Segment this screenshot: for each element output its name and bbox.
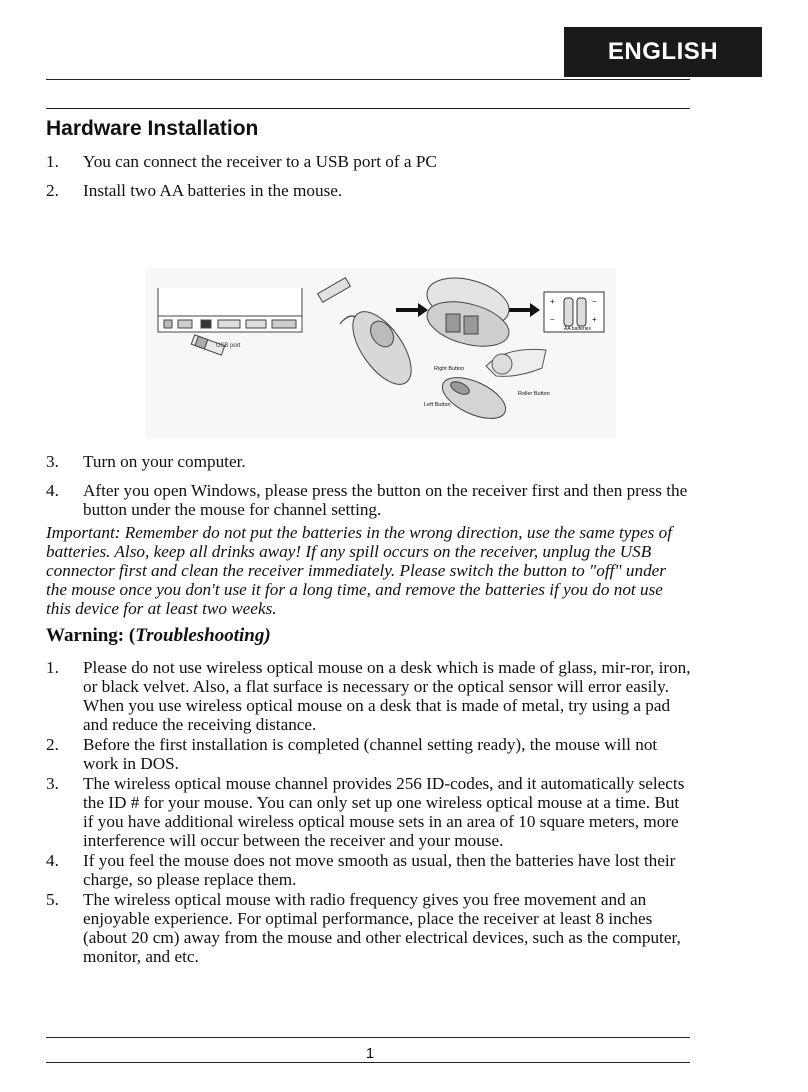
list-item: 4. If you feel the mouse does not move smooth as usual, then the batteries have lost their charge, so please replace them.: [46, 851, 676, 889]
roller-button-label: Roller Button: [518, 391, 550, 397]
list-item: 3. The wireless optical mouse channel provides 256 ID-codes, and it automatically selects the ID # for your mouse. You can only set up one wireless optical mouse at a time. But if you have additional wireless optical mouse sets in an area of 10 square meters, more interference will occur between the receiver and your mouse.: [46, 774, 685, 850]
warnings-list: [46, 658, 691, 966]
plus-sign: +: [592, 315, 597, 324]
list-item: 4. After you open Windows, please press the button on the receiver first and then press the button under the mouse for channel setting.: [46, 481, 688, 519]
installation-illustration: [146, 268, 616, 438]
plus-sign: +: [550, 297, 555, 306]
list-item: 5. The wireless optical mouse with radio frequency gives you free movement and an enjoyable experience. For optimal performance, place the receiver at least 8 inches (about 20 cm) away from the mouse and other electrical devices, such as the computer, monitor, and etc.: [46, 890, 681, 966]
top-rule-2: [46, 108, 690, 109]
language-badge: ENGLISH: [564, 27, 762, 77]
minus-sign: −: [550, 315, 555, 324]
list-item: 1. You can connect the receiver to a USB port of a PC: [46, 152, 437, 171]
steps-bottom-list: [46, 452, 691, 519]
list-item: 2. Before the first installation is completed (channel setting ready), the mouse will not work in DOS.: [46, 735, 658, 773]
list-item: 2. Install two AA batteries in the mouse.: [46, 181, 343, 200]
footer-rule-1: [46, 1037, 690, 1038]
list-item: 3. Turn on your computer.: [46, 452, 246, 471]
laptop-icon: [158, 288, 302, 332]
page-number: 1: [365, 1045, 375, 1062]
left-button-label: Left Button: [424, 402, 451, 408]
minus-sign: −: [592, 297, 597, 306]
usb-port-label: USB port: [216, 343, 241, 349]
steps-top-list: [46, 152, 691, 200]
right-button-label: Right Button: [434, 366, 465, 372]
important-note: Important: Remember do not put the batteries in the wrong direction, use the same types of batteries. Also, keep all drinks away! If any spill occurs on the receiver, unplug the USB connector first and clean the receiver immediately. Please switch the button to "off" under the mouse once you don't use it for a long time, and remove the batteries if you do not use this device for at least two weeks.: [46, 523, 672, 618]
top-rule-1: [46, 79, 690, 80]
list-item: 1. Please do not use wireless optical mouse on a desk which is made of glass, mir-ror, iron, or black velvet. Also, a flat surface is necessary or the optical sensor will error easily. When you use wireless optical mouse on a desk that is made of metal, try using a pad and reduce the receiving distance.: [46, 658, 691, 734]
footer-rule-2: [46, 1062, 690, 1063]
warning-heading: Warning: (Troubleshooting): [46, 625, 271, 646]
battery-label: AA batteries: [564, 326, 591, 332]
section-title: Hardware Installation: [46, 117, 259, 140]
